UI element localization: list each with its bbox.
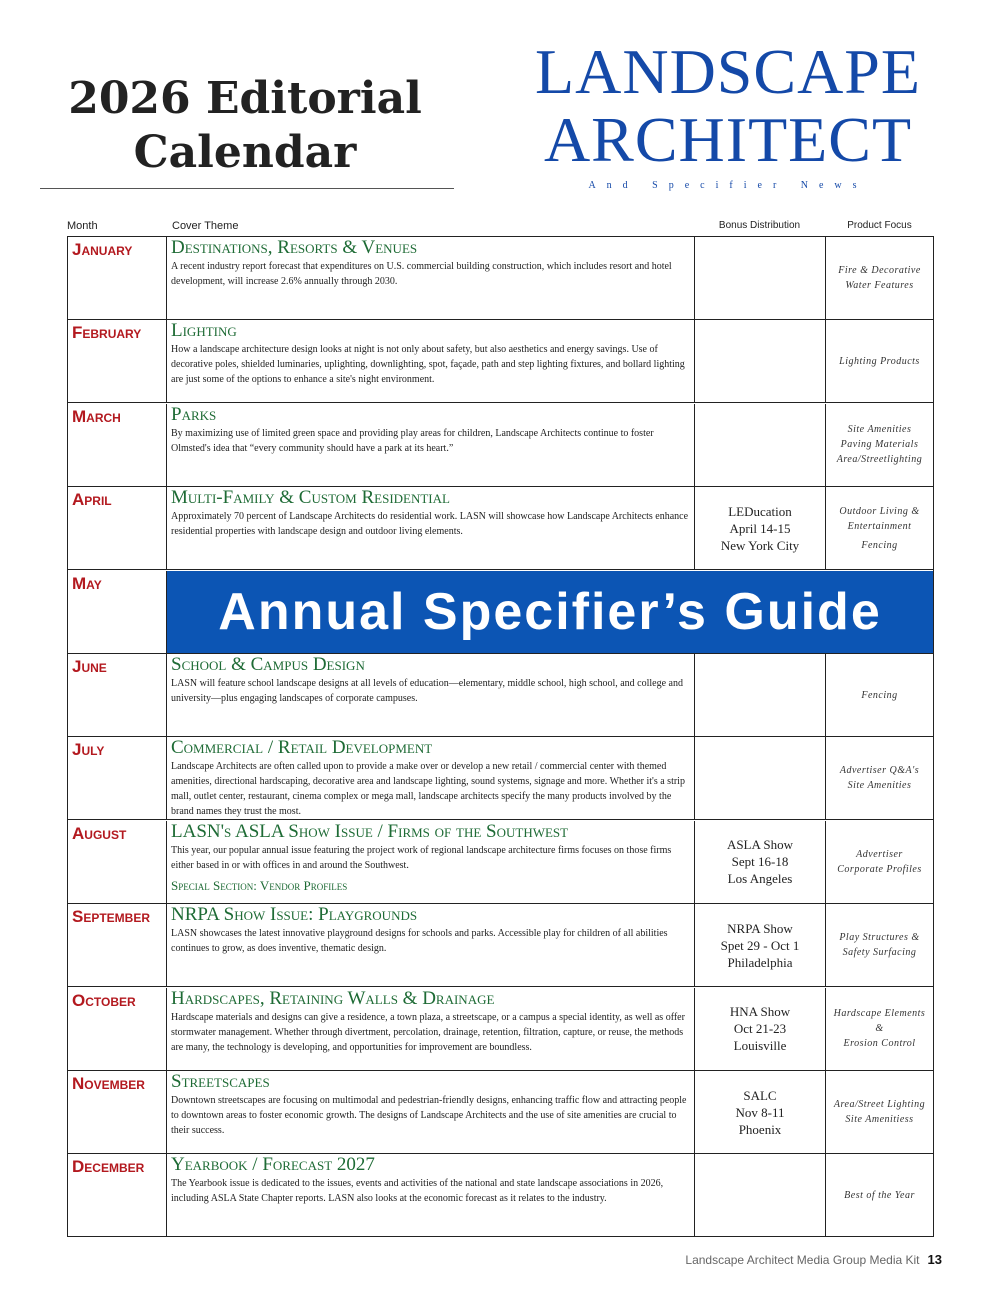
table-row: [68, 988, 933, 1071]
bonus-distribution-cell: [695, 904, 826, 986]
month-cell: [68, 487, 167, 569]
bonus-distribution-cell: [695, 1154, 826, 1237]
month-cell: [68, 404, 167, 486]
product-focus-cell: [826, 1071, 933, 1153]
product-focus-item: Site Amenitiess: [845, 1114, 914, 1125]
product-focus-item: Hardscape Elements: [833, 1008, 926, 1020]
product-focus-cell: [826, 654, 933, 736]
bonus-distribution-cell: [695, 237, 826, 319]
theme-title: Parks: [171, 403, 217, 425]
month-cell: [68, 737, 167, 819]
bonus-distribution-cell: [695, 1071, 826, 1153]
product-focus-cell: [826, 988, 933, 1070]
month-label: May: [72, 573, 102, 593]
page-number: 13: [927, 1252, 942, 1267]
product-focus-item: Corporate Profiles: [837, 863, 922, 875]
title-line-2: Calendar: [133, 127, 357, 178]
theme-cell: [167, 1071, 695, 1153]
table-row: [68, 404, 933, 487]
bonus-distribution-text: ASLA Show Sept 16-18 Los Angeles: [726, 837, 794, 887]
theme-title: School & Campus Design: [171, 654, 365, 675]
bonus-distribution-cell: [695, 404, 826, 486]
product-focus-item: Fencing: [861, 539, 898, 551]
month-cell: [68, 988, 167, 1070]
table-row: [68, 904, 933, 987]
bonus-distribution-cell: [695, 821, 826, 903]
product-focus-item: Fire & Decorative Water Features: [838, 265, 921, 291]
banner-text: Annual Specifier’s Guide: [218, 582, 882, 641]
table-row: [68, 737, 933, 820]
table-row: [68, 487, 933, 570]
footer-text: Landscape Architect Media Group Media Kit: [685, 1253, 920, 1267]
product-focus-item: Fencing: [861, 689, 898, 701]
header-bonus-distribution: Bonus Distribution: [718, 220, 801, 231]
month-label: June: [72, 657, 107, 676]
theme-cell: [167, 654, 695, 736]
theme-cell: [167, 404, 695, 486]
month-label: September: [72, 907, 151, 927]
theme-description: Downtown streetscapes are focusing on multimodal and pedestrian-friendly designs, enhancing traffic flow and attracting people to downtown areas to foster economic growth. The designs of Landscape Architects and the use of site amenities are crucial to their success.: [171, 1095, 687, 1136]
product-focus-item: Play Structures & Safety Surfacing: [839, 932, 920, 959]
product-focus-cell: [826, 237, 933, 319]
theme-cell: [167, 737, 695, 819]
bonus-distribution-cell: [695, 320, 826, 402]
page-footer: [685, 1252, 942, 1267]
theme-description: LASN showcases the latest innovative playground designs for schools and parks. Accessible play for children of all abilities continues to grow, as does inventive, thematic design.: [171, 928, 668, 955]
theme-title: NRPA Show Issue: Playgrounds: [171, 904, 418, 926]
header-product-focus: Product Focus: [847, 220, 912, 231]
month-cell: [68, 904, 167, 986]
logo-line-1: LANDSCAPE: [535, 36, 921, 107]
publication-logo: [488, 36, 968, 191]
theme-cell: [167, 988, 695, 1070]
theme-cell: [167, 821, 695, 903]
table-row: [68, 571, 933, 654]
product-focus-cell: [826, 320, 933, 402]
table-row: [68, 821, 933, 904]
month-label: December: [72, 1157, 145, 1177]
month-cell: [68, 320, 167, 402]
theme-cell: [167, 904, 695, 986]
month-label: March: [72, 406, 121, 426]
theme-description: How a landscape architecture design looks at night is not only about safety, but also aesthetics and energy savings. Use of decorative poles, shielded luminaries, uplighting, downlighting, spot, façade, path and step lighting fixtures, and bollard lighting are just some of the options to enhance a site's night environment.: [171, 344, 685, 386]
theme-description: LASN will feature school landscape designs at all levels of education—elementary, middle school, high school, and college and university—plus engaging landscapes of corporate campuses.: [171, 678, 683, 704]
theme-title: Lighting: [171, 320, 237, 342]
bonus-distribution-cell: [695, 654, 826, 736]
product-focus-item: Best of the Year: [844, 1190, 915, 1202]
theme-description: Approximately 70 percent of Landscape Architects do residential work. LASN will showcase how Landscape Architects enhance residential properties with landscape design and outdoor living elements.: [171, 511, 689, 538]
special-section: Special Section: Vendor Profiles: [171, 877, 348, 893]
product-focus-cell: [826, 737, 933, 819]
theme-title: Streetscapes: [171, 1071, 270, 1092]
product-focus-cell: [826, 404, 933, 486]
theme-title: Commercial / Retail Development: [171, 737, 433, 759]
month-cell: [68, 654, 167, 736]
theme-cell: [167, 237, 695, 319]
month-label: October: [72, 990, 136, 1010]
theme-description: Hardscape materials and designs can give a residence, a town plaza, a streetscape, or a campus a special identity, as well as offer stormwater management. Whether through divertment, percolation, drainage, retention, filtration, capture, or reuse, the methods are many, the technology is developing, and opportunities for improvement are boundless.: [171, 1011, 685, 1053]
table-row: [68, 320, 933, 403]
month-cell: [68, 571, 167, 653]
month-label: January: [72, 240, 133, 259]
bonus-distribution-text: LEDucation April 14-15 New York City: [720, 503, 800, 553]
bonus-distribution-cell: [695, 737, 826, 819]
month-label: April: [72, 490, 112, 510]
logo-line-2: ARCHITECT: [543, 104, 913, 175]
theme-title: Yearbook / Forecast 2027: [171, 1154, 375, 1176]
header-month: Month: [67, 220, 98, 232]
theme-title: Hardscapes, Retaining Walls & Drainage: [171, 987, 495, 1009]
theme-description: The Yearbook issue is dedicated to the issues, events and activities of the national and state landscape associations in 2026, including ASLA State Chapter reports. LASN also looks at the economic forecast as it relates to the industry.: [171, 1178, 664, 1205]
editorial-calendar-table: [67, 236, 934, 1237]
month-cell: [68, 1154, 167, 1237]
bonus-distribution-cell: [695, 988, 826, 1070]
month-label: August: [72, 823, 127, 843]
logo-subtitle: And Specifier News: [588, 180, 868, 191]
bonus-distribution-cell: [695, 487, 826, 569]
product-focus-cell: [826, 904, 933, 986]
month-label: July: [72, 740, 105, 760]
title-line-1: 2026 Editorial: [68, 73, 422, 124]
product-focus-cell: [826, 1154, 933, 1237]
theme-description: Landscape Architects are often called upon to provide a make over or develop a new retail / commercial center with themed amenities, directional hardscaping, decorative area and landscape lighting, sound systems, signage and more. Whether it's a strip mall, outlet center, restaurant, cinema complex or mega mall, landscape architects specify the many products involved by the brand names they trust the most.: [171, 761, 685, 818]
theme-title: Multi-Family & Custom Residential: [171, 487, 450, 509]
product-focus-item: Paving Materials: [840, 439, 919, 451]
product-focus-item: Site Amenities: [847, 780, 912, 792]
product-focus-item: Area/Streetlighting: [836, 454, 923, 466]
product-focus-item: Site Amenities: [847, 424, 912, 436]
table-row: [68, 237, 933, 320]
page-title: [40, 72, 450, 180]
theme-cell: [167, 487, 695, 569]
theme-cell: [167, 320, 695, 402]
theme-title: LASN's ASLA Show Issue / Firms of the Southwest: [171, 820, 569, 842]
specifier-guide-banner: [167, 571, 933, 653]
month-label: November: [72, 1074, 145, 1093]
month-label: February: [72, 323, 142, 343]
theme-description: This year, our popular annual issue featuring the project work of regional landscape architecture firms focuses on those firms either based in or with offices in and around the Southwest.: [171, 844, 672, 871]
table-row: [68, 1071, 933, 1154]
bonus-distribution-text: HNA Show Oct 21-23 Louisville: [729, 1004, 791, 1054]
title-divider: [40, 188, 454, 189]
header-cover-theme: Cover Theme: [172, 220, 239, 232]
theme-title: Destinations, Resorts & Venues: [171, 237, 418, 258]
month-cell: [68, 237, 167, 319]
product-focus-cell: [826, 821, 933, 903]
product-focus-item: Outdoor Living & Entertainment: [839, 505, 920, 532]
product-focus-item: Lighting Products: [839, 355, 920, 367]
theme-description: By maximizing use of limited green space and providing play areas for children, Landscape Architects continue to foster Olmsted's idea that “every community should have a park at its heart.”: [171, 427, 654, 454]
theme-description: A recent industry report forecast that expenditures on U.S. commercial building construction, which includes resort and hotel development, will increase 2.6% annually through 2030.: [171, 261, 672, 287]
theme-cell: [167, 1154, 695, 1237]
table-row: [68, 654, 933, 737]
bonus-distribution-text: SALC Nov 8-11 Phoenix: [735, 1087, 785, 1137]
bonus-distribution-text: NRPA Show Spet 29 - Oct 1 Philadelphia: [720, 920, 800, 970]
product-focus-item: Erosion Control: [843, 1038, 916, 1050]
product-focus-item: &: [875, 1023, 884, 1035]
product-focus-item: Area/Street Lighting: [833, 1099, 926, 1110]
table-row: [68, 1154, 933, 1237]
month-cell: [68, 821, 167, 903]
product-focus-cell: [826, 487, 933, 569]
product-focus-item: Advertiser Q&A's: [839, 765, 920, 777]
month-cell: [68, 1071, 167, 1153]
product-focus-item: Advertiser: [856, 848, 903, 860]
